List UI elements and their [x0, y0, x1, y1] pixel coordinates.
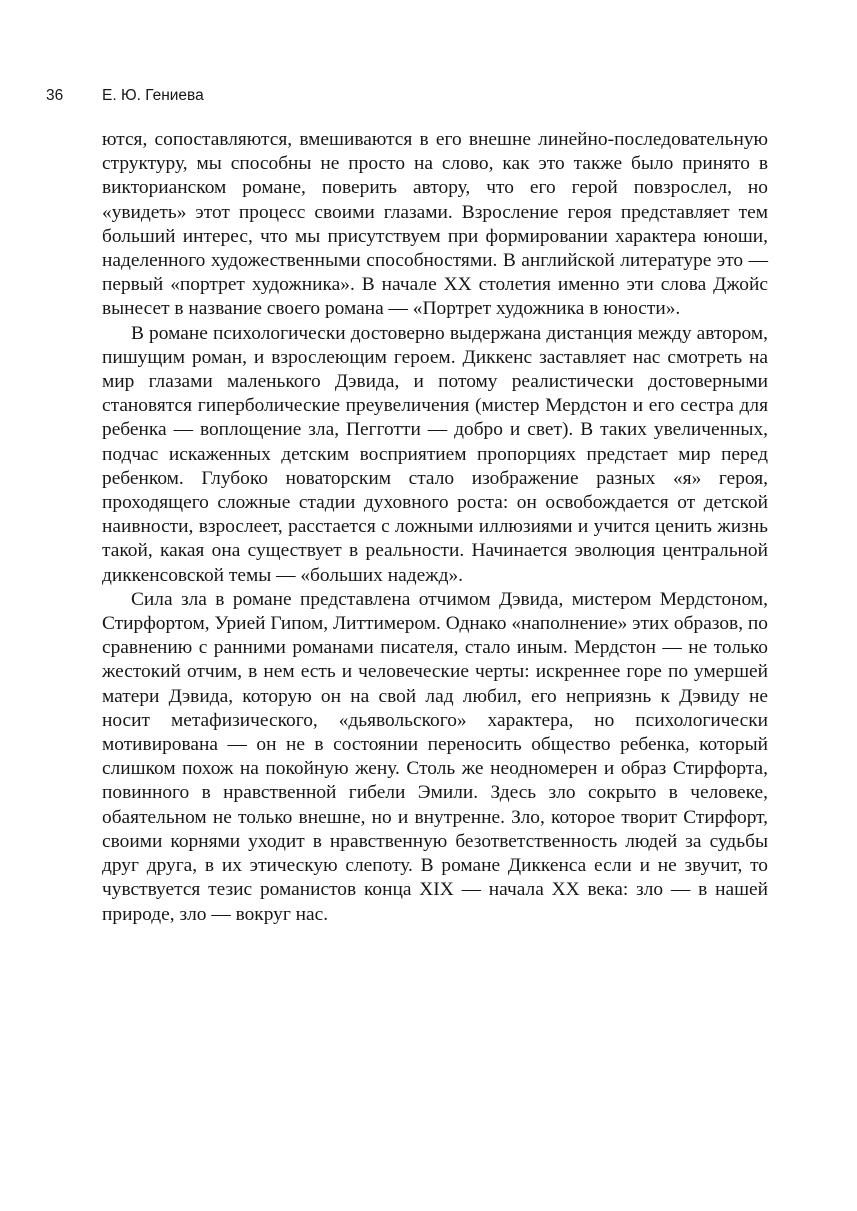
- paragraph-author-distance: В романе психологически достоверно выдержана дистанция между автором, пишущим роман, и взрослеющим героем. Диккенс заставляет нас смотреть на мир глазами маленького Дэвида, и потому реалистически достоверными становятся гиперболические преувеличения (мистер Мердстон и его сестра для ребенка — воплощение зла, Пегготти — добро и свет). В таких увеличенных, подчас искаженных детским восприятием пропорциях предстает мир перед ребенком. Глубоко новаторским стало изображение разных «я» героя, проходящего сложные стадии духовного роста: он освобождается от детской наивности, взрослеет, расстается с ложными иллюзиями и учится ценить жизнь такой, какая она существует в реальности. Начинается эволюция центральной диккенсовской темы — «больших надежд».: [102, 322, 768, 586]
- body-text: [102, 128, 768, 927]
- page-number: 36: [46, 87, 64, 104]
- paragraph-forces-of-evil: Сила зла в романе представлена отчимом Дэвида, мистером Мердстоном, Стирфортом, Урией Гипом, Литтимером. Однако «наполнение» этих образов, по сравнению с ранними романами писателя, стало иным. Мердстон — не только жестокий отчим, в нем есть и человеческие черты: искреннее горе по умершей матери Дэвида, которую он на свой лад любил, его неприязнь к Дэвиду не носит метафизического, «дьявольского» характера, но психологически мотивирована — он не в состоянии переносить общество ребенка, который слишком похож на покойную жену. Столь же неодномерен и образ Стирфорта, повинного в нравственной гибели Эмили. Здесь зло сокрыто в человеке, обаятельном не только внешне, но и внутренне. Зло, которое творит Стирфорт, своими корнями уходит в нравственную безответственность людей за судьбы друг друга, в их этическую слепоту. В романе Диккенса если и не звучит, то чувствуется тезис романистов конца XIX — начала XX века: зло — в нашей природе, зло — вокруг нас.: [102, 588, 768, 925]
- running-title: Е. Ю. Гениева: [102, 87, 204, 104]
- paragraph-continuation: ются, сопоставляются, вмешиваются в его внешне линейно-последовательную структуру, мы способны не просто на слово, как это также было принято в викторианском романе, поверить автору, что его герой повзрослел, но «увидеть» этот процесс своими глазами. Взросление героя представляет тем больший интерес, что мы присутствуем при формировании характера юноши, наделенного художественными способностями. В английской литературе это — первый «портрет художника». В начале XX столетия именно эти слова Джойс вынесет в название своего романа — «Портрет художника в юности».: [102, 129, 768, 320]
